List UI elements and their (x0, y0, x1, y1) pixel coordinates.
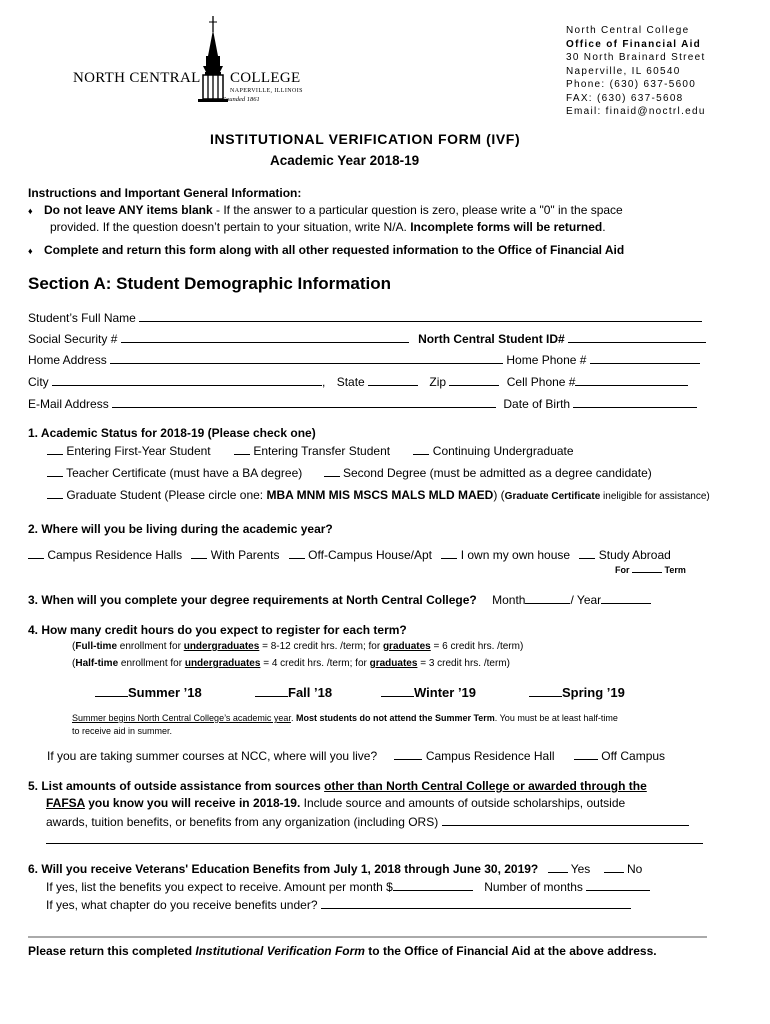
option-transfer: Entering Transfer Student (253, 444, 391, 458)
checkbox-blank[interactable] (289, 547, 305, 559)
month-label: Month (492, 593, 526, 607)
academic-year: Academic Year 2018-19 (270, 153, 420, 168)
q5-line2 (46, 796, 625, 811)
chapter-field[interactable] (321, 897, 631, 909)
ineligible-note: ineligible for assistance) (600, 491, 710, 502)
graduate-programs[interactable]: MBA MNM MIS MSCS MALS MLD MAED (266, 488, 494, 502)
fall-label: Fall ’18 (288, 685, 333, 700)
paren-text: ( (72, 641, 76, 652)
state-label: State (336, 375, 365, 389)
checkbox-blank[interactable] (28, 547, 44, 559)
footer-divider (28, 936, 707, 938)
winter-label: Winter ’19 (414, 685, 477, 700)
logo-founded: Founded 1861 (222, 96, 260, 103)
address-line: Naperville, IL 60540 (566, 65, 681, 77)
checkbox-blank[interactable] (604, 861, 624, 873)
note-text: = 4 credit hrs. /term; for (260, 658, 370, 669)
diamond-bullet-icon: ♦ (28, 246, 33, 256)
paren-text: ( (72, 658, 76, 669)
dob-label: Date of Birth (503, 397, 571, 411)
option-campus-halls: Campus Residence Halls (47, 548, 183, 562)
summer-note (72, 712, 618, 724)
option-no: No (627, 862, 643, 876)
halftime-note (72, 657, 510, 670)
note-text: = 8-12 credit hrs. /term; for (259, 641, 383, 652)
student-id-label: North Central Student ID# (418, 332, 565, 346)
office-address (566, 24, 706, 119)
college-logo (70, 12, 303, 112)
address-line: North Central College (566, 25, 690, 36)
home-address-label: Home Address (28, 353, 107, 367)
instruction-bold: Do not leave ANY items blank (43, 203, 213, 217)
q6-title: 6. Will you receive Veterans' Education Benefits from July 1, 2018 through June 30, 2019? (28, 862, 539, 876)
undergrad-label: undergraduates (184, 658, 261, 669)
month-field[interactable] (525, 592, 570, 604)
paren-text: ) ( (493, 488, 505, 502)
year-label: / Year (570, 593, 602, 607)
footer-text: Please return this completed (28, 944, 196, 958)
option-second-degree: Second Degree (must be admitted as a degree candidate) (342, 466, 652, 480)
option-first-year: Entering First-Year Student (66, 444, 211, 458)
fafsa-label: FAFSA (46, 796, 85, 810)
ssn-field[interactable] (121, 331, 409, 343)
option-teacher-cert: Teacher Certificate (must have a BA degree) (66, 466, 303, 480)
address-phone: Phone: (630) 637-5600 (566, 79, 697, 90)
winter-hours-field[interactable] (381, 685, 414, 697)
q6-row (28, 861, 642, 877)
summer-note-bold: Most students do not attend the Summer Term (295, 713, 495, 723)
instruction-item (28, 243, 624, 259)
footer-note (28, 944, 657, 959)
fulltime-label: Full-time (75, 641, 118, 652)
cell-phone-field[interactable] (575, 374, 688, 386)
benefits-amount-label: If yes, list the benefits you expect to receive. Amount per month $ (46, 880, 393, 894)
q3-row (28, 592, 651, 608)
graduates-label: graduates (369, 658, 418, 669)
checkbox-blank[interactable] (47, 443, 63, 455)
q5-line3 (46, 814, 689, 830)
checkbox-blank[interactable] (47, 465, 63, 477)
q3-title: 3. When will you complete your degree requirements at North Central College? (28, 593, 477, 607)
instruction-item (28, 203, 623, 219)
zip-label: Zip (429, 375, 447, 389)
checkbox-blank[interactable] (234, 443, 250, 455)
year-field[interactable] (601, 592, 651, 604)
q1-row2 (47, 465, 652, 481)
checkbox-blank[interactable] (413, 443, 429, 455)
for-label: For (615, 565, 630, 575)
outside-assistance-field[interactable] (442, 814, 689, 826)
q5-underlined: other than North Central College or awarded through the (324, 779, 647, 793)
checkbox-blank[interactable] (47, 487, 63, 499)
summer-hours-field[interactable] (95, 685, 128, 697)
fulltime-note (72, 640, 523, 653)
checkbox-blank[interactable] (191, 547, 207, 559)
ssn-row (28, 331, 706, 347)
benefits-amount-field[interactable] (393, 879, 473, 891)
option-continuing: Continuing Undergraduate (432, 444, 574, 458)
dob-field[interactable] (573, 396, 697, 408)
footer-form-name: Institutional Verification Form (195, 944, 365, 958)
note-text: . (290, 713, 296, 723)
checkbox-blank[interactable] (441, 547, 457, 559)
footer-text: to the Office of Financial Aid at the above address. (364, 944, 657, 958)
q5-line1 (28, 779, 647, 794)
cell-phone-label: Cell Phone # (506, 375, 576, 389)
full-name-label: Student’s Full Name (28, 311, 136, 325)
q4-title: 4. How many credit hours do you expect to register for each term? (28, 623, 407, 637)
q6-line2 (46, 879, 650, 895)
student-id-field[interactable] (568, 331, 706, 343)
months-field[interactable] (586, 879, 650, 891)
summer-living-question: If you are taking summer courses at NCC, where will you live? (47, 749, 378, 763)
instruction-text: - If the answer to a particular question is zero, please write a "0" in the space (212, 203, 623, 217)
email-field[interactable] (112, 396, 496, 408)
checkbox-blank[interactable] (324, 465, 340, 477)
option-study-abroad: Study Abroad (598, 548, 671, 562)
option-with-parents: With Parents (210, 548, 280, 562)
fall-hours-field[interactable] (255, 685, 288, 697)
term-winter (381, 685, 476, 700)
ssn-label: Social Security # (28, 332, 118, 346)
city-label: City (28, 375, 49, 389)
address-row (28, 352, 700, 368)
form-title: INSTITUTIONAL VERIFICATION FORM (IVF) (210, 131, 521, 147)
undergrad-label: undergraduates (183, 641, 260, 652)
full-name-field[interactable] (139, 310, 702, 322)
instruction-bold: Complete and return this form along with all other requested information to the Office of Financial Aid (43, 243, 625, 257)
chapel-spire-icon (70, 12, 300, 112)
section-a-heading: Section A: Student Demographic Information (28, 274, 391, 293)
q5-text: you know you will receive in 2018-19. (84, 796, 301, 810)
q6-line3 (46, 897, 631, 913)
instruction-bold: Incomplete forms will be returned (410, 220, 603, 234)
option-campus-residence: Campus Residence Hall (425, 749, 555, 763)
logo-name-right: COLLEGE (230, 70, 301, 86)
city-row: City , State Zip Cell Phone # (28, 374, 688, 390)
home-phone-field[interactable] (590, 352, 700, 364)
months-label: Number of months (484, 880, 583, 894)
summer-living-row (47, 748, 665, 764)
term-fall (255, 685, 332, 700)
option-off-campus-summer: Off Campus (601, 749, 666, 763)
summer-note-text: Summer begins North Central College’s academic year (72, 713, 291, 723)
logo-name-left: NORTH CENTRAL (73, 70, 201, 86)
summer-note-line2: to receive aid in summer. (72, 726, 173, 736)
email-label: E-Mail Address (28, 397, 109, 411)
term-field[interactable] (632, 564, 662, 573)
q5-text: awards, tuition benefits, or benefits from any organization (including ORS) (46, 815, 439, 829)
q2-options (28, 547, 671, 563)
note-text: = 6 credit hrs. /term) (430, 641, 524, 652)
checkbox-blank[interactable] (579, 547, 595, 559)
note-text: enrollment for (117, 641, 184, 652)
home-address-field[interactable] (110, 352, 503, 364)
term-summer (95, 685, 202, 700)
address-fax: FAX: (630) 637-5608 (566, 92, 684, 104)
checkbox-blank[interactable] (574, 748, 598, 760)
q1-row1 (47, 443, 574, 459)
logo-location: NAPERVILLE, ILLINOIS (230, 88, 303, 94)
summer-label: Summer ’18 (128, 685, 202, 700)
graduates-label: graduates (382, 641, 431, 652)
graduate-certificate: Graduate Certificate (504, 491, 601, 502)
q5-text: Include source and amounts of outside scholarships, outside (300, 796, 626, 810)
home-phone-label: Home Phone # (506, 353, 587, 367)
q1-title: 1. Academic Status for 2018-19 (Please check one) (28, 426, 316, 440)
term-label: Term (664, 565, 686, 575)
option-own-house: I own my own house (460, 548, 571, 562)
outside-assistance-line2[interactable] (46, 843, 703, 844)
chapter-label: If yes, what chapter do you receive benefits under? (46, 898, 318, 912)
address-line: 30 North Brainard Street (566, 52, 706, 63)
note-text: = 3 credit hrs. /term) (417, 658, 510, 669)
option-off-campus: Off-Campus House/Apt (308, 548, 432, 562)
instruction-item-cont (50, 220, 606, 235)
full-name-row (28, 310, 702, 326)
city-field[interactable] (52, 374, 322, 386)
instruction-text: provided. If the question doesn’t pertain to your situation, write N/A. (50, 220, 411, 234)
spring-label: Spring ’19 (562, 685, 625, 700)
study-abroad-term (615, 564, 686, 576)
option-yes: Yes (570, 862, 591, 876)
option-graduate: Graduate Student (Please circle one: (66, 488, 267, 502)
address-email: Email: finaid@noctrl.edu (566, 106, 706, 117)
note-text: . You must be at least half-time (494, 713, 618, 723)
spring-hours-field[interactable] (529, 685, 562, 697)
instruction-text: . (602, 220, 606, 234)
instructions-heading: Instructions and Important General Information: (28, 186, 302, 200)
checkbox-blank[interactable] (394, 748, 422, 760)
term-spring (529, 685, 625, 700)
halftime-label: Half-time (75, 658, 119, 669)
diamond-bullet-icon: ♦ (28, 206, 33, 216)
email-row (28, 396, 697, 412)
note-text: enrollment for (118, 658, 185, 669)
address-office: Office of Financial Aid (566, 38, 702, 50)
q1-row3 (47, 487, 710, 504)
zip-field[interactable] (449, 374, 499, 386)
q2-title: 2. Where will you be living during the academic year? (28, 522, 333, 536)
state-field[interactable] (368, 374, 418, 386)
checkbox-blank[interactable] (548, 861, 568, 873)
q5-text: 5. List amounts of outside assistance from sources (28, 779, 325, 793)
